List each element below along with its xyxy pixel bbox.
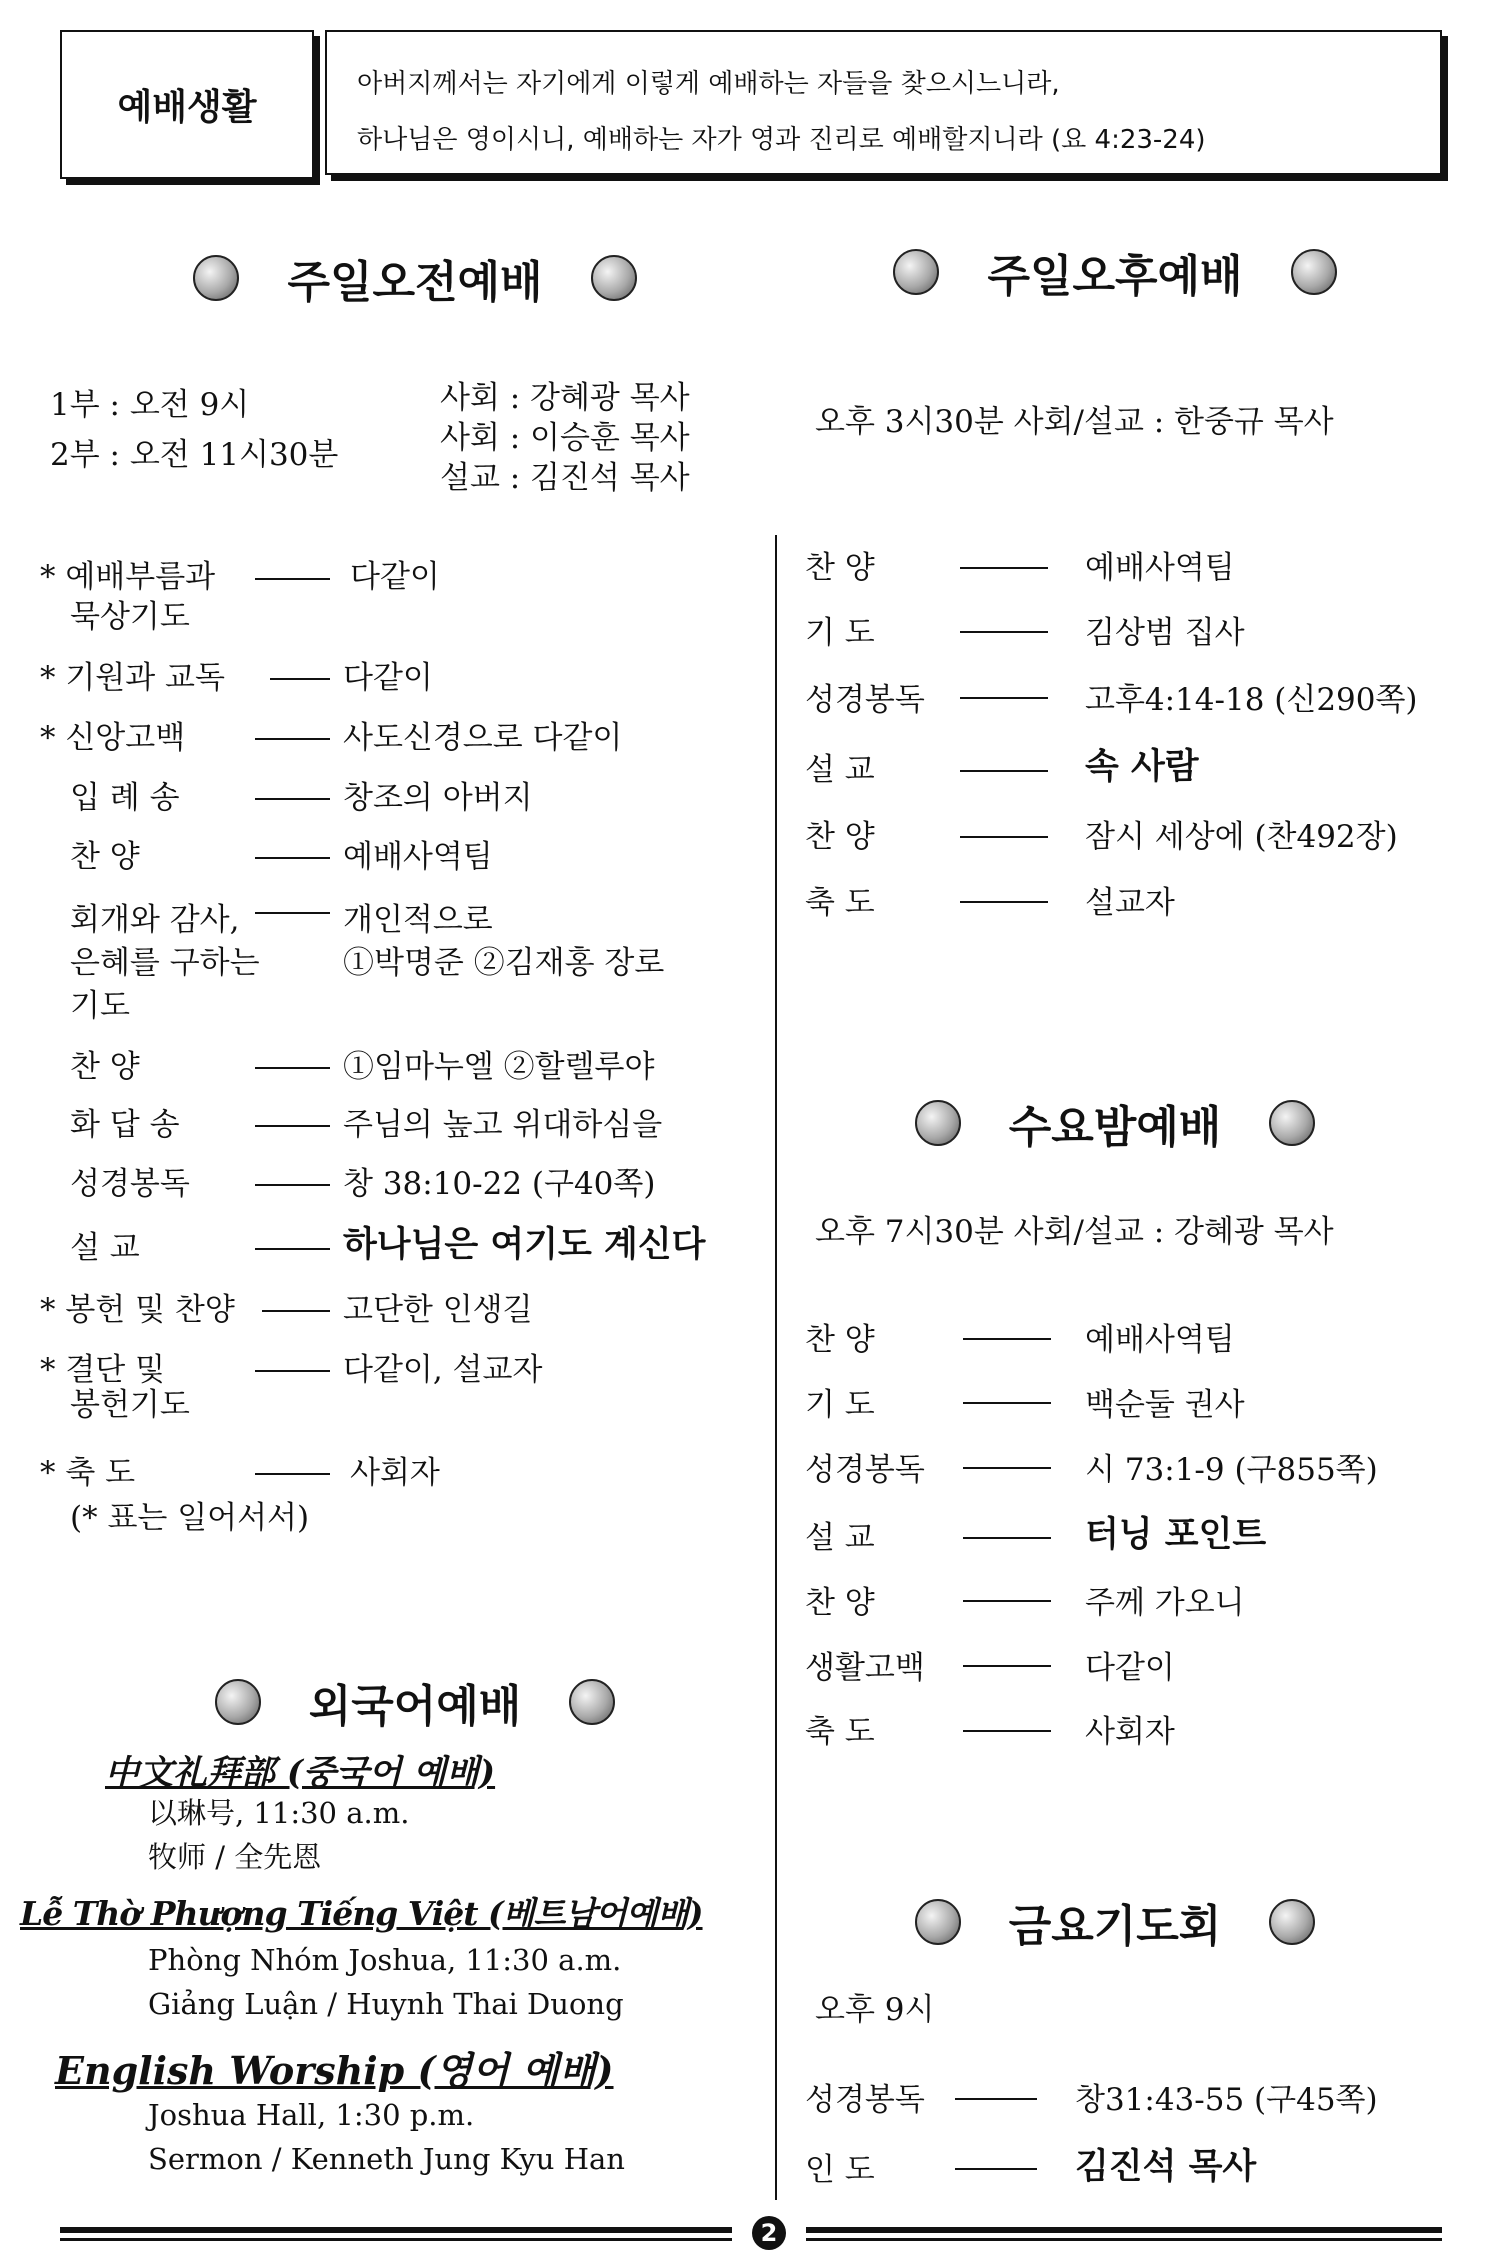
dash-line	[963, 1402, 1051, 1404]
bullet-circle-icon	[893, 249, 939, 295]
program-label: 기도	[70, 988, 130, 1024]
verse-line-1: 아버지께서는 자기에게 이렇게 예배하는 자들을 찾으시느니라,	[357, 69, 1060, 99]
morning-time-2: 2부 : 오전 11시30분	[50, 437, 339, 473]
dash-line	[255, 738, 330, 740]
program-value: 고단한 인생길	[343, 1292, 533, 1328]
afternoon-sermon-title: 속 사람	[1085, 747, 1199, 787]
program-label: * 봉헌 및 찬양	[40, 1292, 235, 1328]
program-value: ①임마누엘 ②할렐루야	[343, 1049, 655, 1085]
program-label: 찬 양	[70, 839, 140, 875]
verse-line-2: 하나님은 영이시니, 예배하는 자가 영과 진리로 예배할지니라 (요 4:23-24)	[357, 125, 1206, 155]
program-value: 사회자	[350, 1455, 440, 1491]
dash-line	[255, 912, 330, 914]
english-service-heading: English Worship (영어 예배)	[55, 2048, 614, 2093]
dash-line	[960, 567, 1048, 569]
program-value: 주님의 높고 위대하심을	[343, 1107, 663, 1143]
dash-line	[963, 1338, 1051, 1340]
chinese-service-line-1: 以琳号, 11:30 a.m.	[148, 1796, 410, 1830]
bullet-circle-icon	[1269, 1899, 1315, 1945]
morning-title-row	[60, 243, 770, 313]
dash-line	[963, 1467, 1051, 1469]
dash-line	[963, 1600, 1051, 1602]
bullet-circle-icon	[915, 1899, 961, 1945]
section-label-box	[60, 30, 314, 179]
program-label: 생활고백	[805, 1650, 925, 1686]
dash-line	[262, 1310, 330, 1312]
program-value: 창31:43-55 (구45쪽)	[1075, 2082, 1378, 2118]
program-label: * 축 도	[40, 1455, 136, 1491]
footer-rule-left	[60, 2227, 732, 2241]
foreign-title: 외국어예배	[308, 1681, 522, 1732]
dash-line	[255, 798, 330, 800]
dash-line	[963, 1730, 1051, 1732]
page-number: 2	[752, 2216, 786, 2250]
program-label: 기 도	[805, 615, 875, 651]
program-value: 예배사역팀	[1085, 550, 1235, 586]
program-label: 회개와 감사,	[70, 902, 240, 938]
bullet-circle-icon	[569, 1679, 615, 1725]
program-label: 설 교	[70, 1230, 140, 1266]
program-label: * 신앙고백	[40, 720, 186, 756]
vietnamese-service-heading: Lễ Thờ Phượng Tiếng Việt (베트남어예배)	[20, 1894, 703, 1933]
program-label: 성경봉독	[805, 2082, 925, 2118]
program-label: 은혜를 구하는	[70, 945, 260, 981]
bullet-circle-icon	[215, 1679, 261, 1725]
friday-title: 금요기도회	[1008, 1901, 1222, 1952]
program-value: 백순둘 권사	[1085, 1387, 1245, 1423]
dash-line	[960, 631, 1048, 633]
afternoon-title-row	[790, 237, 1440, 307]
bullet-circle-icon	[1291, 249, 1337, 295]
dash-line	[255, 857, 330, 859]
program-value: 개인적으로	[343, 902, 493, 938]
program-label: 찬 양	[805, 819, 875, 855]
program-label: * 예배부름과	[40, 559, 216, 595]
program-label: * 기원과 교독	[40, 660, 225, 696]
morning-leader-3: 설교 : 김진석 목사	[440, 460, 690, 496]
english-service-line-2: Sermon / Kenneth Jung Kyu Han	[148, 2142, 625, 2176]
dash-line	[955, 2098, 1037, 2100]
column-divider	[775, 535, 777, 2200]
vietnamese-service-line-1: Phòng Nhóm Joshua, 11:30 a.m.	[148, 1943, 622, 1977]
program-label: 묵상기도	[70, 599, 190, 635]
standing-note: (* 표는 일어서서)	[70, 1500, 310, 1536]
dash-line	[960, 901, 1048, 903]
program-label: 입 례 송	[70, 780, 180, 816]
program-value: 다같이, 설교자	[343, 1352, 543, 1388]
program-label: 성경봉독	[70, 1166, 190, 1202]
program-label: * 결단 및	[40, 1352, 166, 1388]
program-value: 잠시 세상에 (찬492장)	[1085, 819, 1398, 855]
bullet-circle-icon	[915, 1100, 961, 1146]
program-label: 화 답 송	[70, 1107, 180, 1143]
vietnamese-service-line-2: Giảng Luận / Huynh Thai Duong	[148, 1987, 624, 2021]
program-label: 기 도	[805, 1387, 875, 1423]
program-value: 사도신경으로 다같이	[343, 720, 623, 756]
dash-line	[963, 1665, 1051, 1667]
program-value: ①박명준 ②김재홍 장로	[343, 945, 665, 981]
program-value: 다같이	[350, 559, 440, 595]
wednesday-info: 오후 7시30분 사회/설교 : 강혜광 목사	[815, 1214, 1334, 1250]
dash-line	[255, 1473, 330, 1475]
footer-rule-right	[806, 2227, 1442, 2241]
dash-line	[960, 697, 1048, 699]
program-label: 성경봉독	[805, 1452, 925, 1488]
program-value: 창 38:10-22 (구40쪽)	[343, 1166, 656, 1202]
program-label: 성경봉독	[805, 682, 925, 718]
program-label: 축 도	[805, 1714, 875, 1750]
morning-sermon-title: 하나님은 여기도 계신다	[343, 1225, 706, 1265]
program-value: 설교자	[1085, 885, 1175, 921]
dash-line	[255, 1184, 330, 1186]
program-value: 예배사역팀	[1085, 1322, 1235, 1358]
verse-box	[325, 30, 1442, 175]
program-label: 인 도	[805, 2152, 875, 2188]
program-value: 창조의 아버지	[343, 780, 533, 816]
dash-line	[255, 1125, 330, 1127]
program-value: 시 73:1-9 (구855쪽)	[1085, 1452, 1378, 1488]
wednesday-sermon-title: 터닝 포인트	[1085, 1515, 1267, 1555]
dash-line	[255, 1248, 330, 1250]
bullet-circle-icon	[591, 255, 637, 301]
dash-line	[960, 836, 1048, 838]
program-value: 사회자	[1085, 1714, 1175, 1750]
wednesday-title-row	[790, 1088, 1440, 1158]
program-value: 다같이	[343, 660, 433, 696]
program-label: 찬 양	[70, 1049, 140, 1085]
program-value: 다같이	[1085, 1650, 1175, 1686]
chinese-service-heading: 中文礼拜部 (중국어 예배)	[105, 1753, 496, 1793]
program-value: 주께 가오니	[1085, 1585, 1245, 1621]
morning-leader-2: 사회 : 이승훈 목사	[440, 420, 690, 456]
foreign-title-row	[60, 1667, 770, 1737]
program-label: 찬 양	[805, 1322, 875, 1358]
program-label: 찬 양	[805, 550, 875, 586]
morning-time-1: 1부 : 오전 9시	[50, 387, 250, 423]
friday-leader: 김진석 목사	[1075, 2147, 1257, 2187]
program-label: 설 교	[805, 1520, 875, 1556]
friday-title-row	[790, 1887, 1440, 1957]
dash-line	[270, 678, 330, 680]
morning-title: 주일오전예배	[287, 257, 543, 308]
program-label: 설 교	[805, 752, 875, 788]
dash-line	[960, 770, 1048, 772]
dash-line	[255, 578, 330, 580]
dash-line	[255, 1370, 330, 1372]
dash-line	[955, 2168, 1037, 2170]
dash-line	[255, 1067, 330, 1069]
morning-leader-1: 사회 : 강혜광 목사	[440, 380, 690, 416]
program-value: 김상범 집사	[1085, 615, 1245, 651]
afternoon-title: 주일오후예배	[987, 251, 1243, 302]
program-value: 예배사역팀	[343, 839, 493, 875]
bullet-circle-icon	[1269, 1100, 1315, 1146]
afternoon-info: 오후 3시30분 사회/설교 : 한중규 목사	[815, 404, 1334, 440]
friday-info: 오후 9시	[815, 1992, 935, 2028]
program-value: 고후4:14-18 (신290쪽)	[1085, 682, 1418, 718]
program-label: 봉헌기도	[70, 1387, 190, 1423]
english-service-line-1: Joshua Hall, 1:30 p.m.	[148, 2098, 475, 2132]
program-label: 축 도	[805, 885, 875, 921]
section-label: 예배생활	[117, 87, 257, 128]
dash-line	[963, 1537, 1051, 1539]
bullet-circle-icon	[193, 255, 239, 301]
chinese-service-line-2: 牧师 / 全先恩	[148, 1840, 322, 1874]
program-label: 찬 양	[805, 1585, 875, 1621]
wednesday-title: 수요밤예배	[1008, 1102, 1222, 1153]
